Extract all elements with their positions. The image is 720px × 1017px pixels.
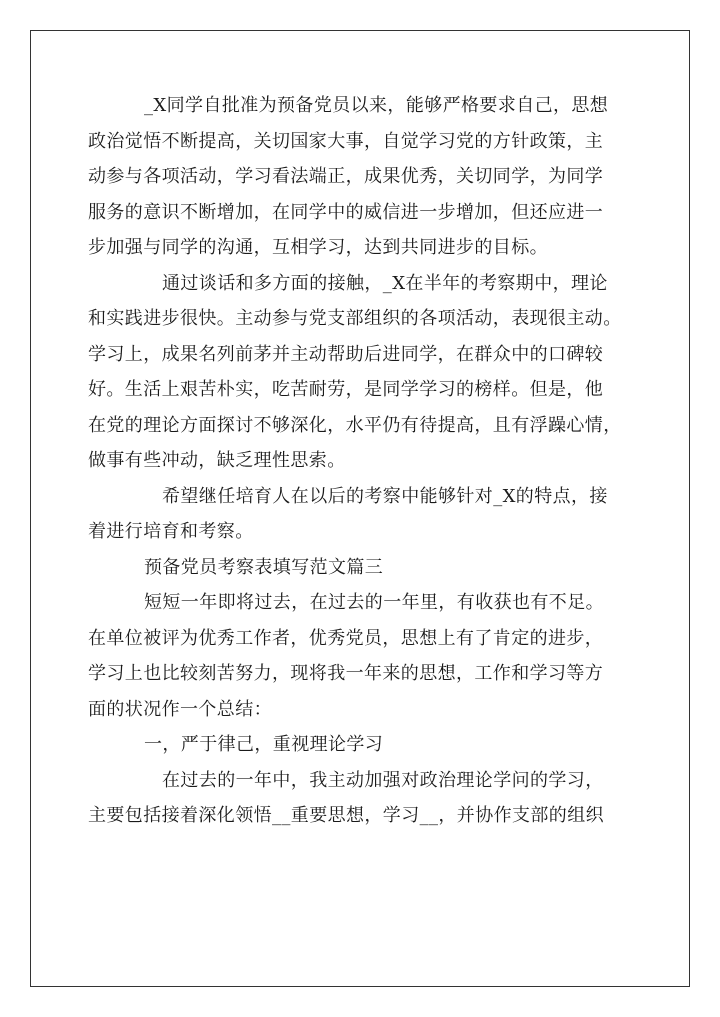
- text-line: 着进行培育和考察。: [88, 521, 254, 542]
- text-line: 做事有些冲动，缺乏理性思索。: [88, 450, 346, 471]
- section-title: [88, 550, 636, 586]
- paragraph-evaluation-2: [88, 266, 636, 479]
- text-line: 好。生活上艰苦朴实，吃苦耐劳，是同学学习的榜样。但是，他: [88, 379, 604, 400]
- paragraph-evaluation-1: [88, 88, 636, 266]
- document-body: [88, 88, 636, 834]
- text-line: _X同学自批准为预备党员以来，能够严格要求自己，思想: [144, 95, 609, 116]
- text-line: 服务的意识不断增加，在同学中的威信进一步增加，但还应进一: [88, 201, 604, 223]
- text-line: 主要包括接着深化领悟__重要思想，学习__，并协作支部的组织: [88, 805, 604, 826]
- text-line: 动参与各项活动，学习看法端正，成果优秀，关切同学，为同学: [88, 166, 604, 187]
- text-line: 政治觉悟不断提高，关切国家大事，自觉学习党的方针政策，主: [88, 130, 604, 152]
- text-line: 学习上也比较刻苦努力，现将我一年来的思想，工作和学习等方: [88, 663, 604, 684]
- text-line: 在过去的一年中，我主动加强对政治理论学问的学习，: [162, 769, 604, 791]
- text-line: 希望继任培育人在以后的考察中能够针对_X的特点，接: [162, 485, 608, 507]
- text-line: 短短一年即将过去，在过去的一年里，有收获也有不足。: [144, 592, 604, 613]
- text-line: 在党的理论方面探讨不够深化，水平仍有待提高，且有浮躁心情，: [88, 414, 622, 436]
- text-line: 在单位被评为优秀工作者，优秀党员，思想上有了肯定的进步，: [88, 627, 604, 649]
- paragraph-evaluation-3: [88, 479, 636, 550]
- paragraph-theory-study: [88, 763, 636, 834]
- text-line: 一，严于律己，重视理论学习: [144, 734, 384, 755]
- text-line: 面的状况作一个总结：: [88, 698, 272, 720]
- text-line: 通过谈话和多方面的接触，_X在半年的考察期中，理论: [162, 272, 608, 294]
- text-line: 预备党员考察表填写范文篇三: [144, 556, 384, 578]
- text-line: 步加强与同学的沟通，互相学习，达到共同进步的目标。: [88, 237, 548, 258]
- text-line: 和实践进步很快。主动参与党支部组织的各项活动，表现很主动。: [88, 308, 622, 329]
- text-line: 学习上，成果名列前茅并主动帮助后进同学，在群众中的口碑较: [88, 343, 604, 365]
- subsection-heading: [88, 727, 636, 763]
- paragraph-summary-intro: [88, 585, 636, 727]
